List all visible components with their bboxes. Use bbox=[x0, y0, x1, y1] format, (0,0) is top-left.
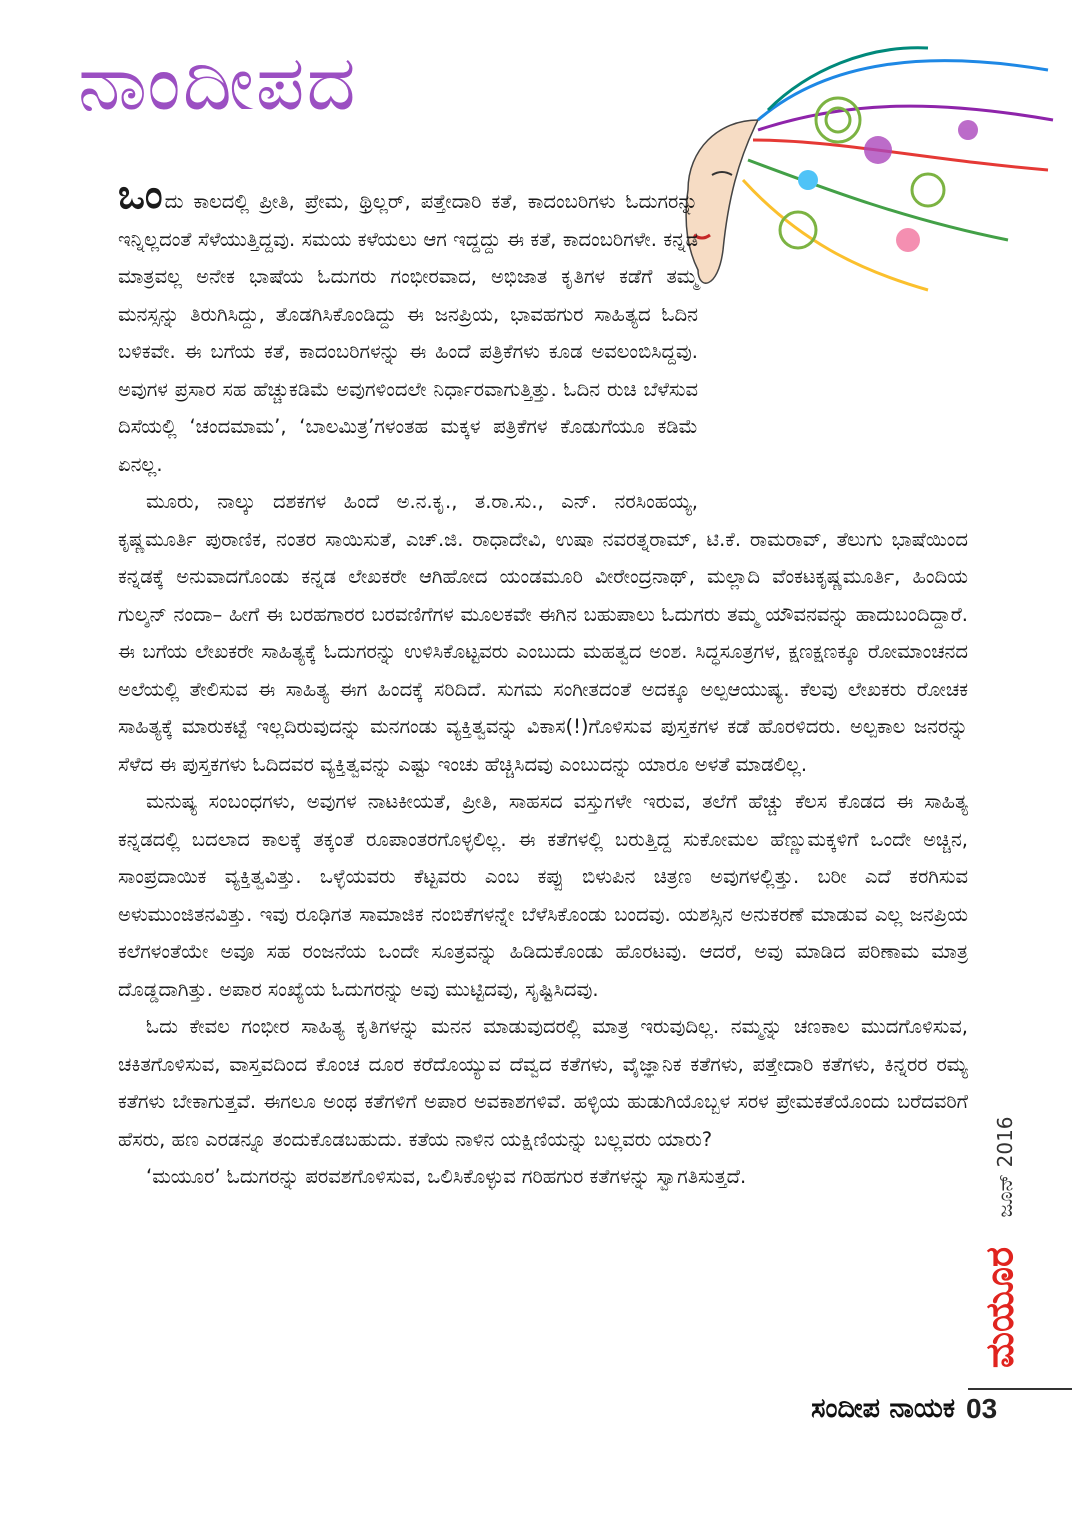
page-title: ನಾಂದೀಪದ bbox=[78, 38, 358, 127]
footer-rule bbox=[968, 1388, 1072, 1390]
article-paragraph-1 bbox=[118, 172, 968, 483]
page-number: 03 bbox=[966, 1393, 998, 1424]
drop-cap: ಒಂ bbox=[118, 172, 163, 218]
article-paragraph-2: ಮೂರು, ನಾಲ್ಕು ದಶಕಗಳ ಹಿಂದೆ ಅ.ನ.ಕೃ., ತ.ರಾ.ಸು., ಎನ್. ನರಸಿಂಹಯ್ಯ, ಕೃಷ್ಣಮೂರ್ತಿ ಪುರಾಣಿಕ, ನಂತರ ಸಾಯಿಸುತೆ, ಎಚ್.ಜಿ. ರಾಧಾದೇವಿ, ಉಷಾ ನವರತ್ನರಾಮ್, ಟಿ.ಕೆ. ರಾಮರಾವ್, ತೆಲುಗು ಭಾಷೆಯಿಂದ ಕನ್ನಡಕ್ಕೆ ಅನುವಾದಗೊಂಡು ಕನ್ನಡ ಲೇಖಕರೇ ಆಗಿಹೋದ ಯಂಡಮೂರಿ ವೀರೇಂದ್ರನಾಥ್, ಮಲ್ಲಾದಿ ವೆಂಕಟಕೃಷ್ಣಮೂರ್ತಿ, ಹಿಂದಿಯ ಗುಲ್ಶನ್ ನಂದಾ– ಹೀಗೆ ಈ ಬರಹಗಾರರ ಬರವಣಿಗೆಗಳ ಮೂಲಕವೇ ಈಗಿನ ಬಹುಪಾಲು ಓದುಗರು ತಮ್ಮ ಯೌವನವನ್ನು ಹಾದುಬಂದಿದ್ದಾರೆ. ಈ ಬಗೆಯ ಲೇಖಕರೇ ಸಾಹಿತ್ಯಕ್ಕೆ ಓದುಗರನ್ನು ಉಳಿಸಿಕೊಟ್ಟವರು ಎಂಬುದು ಮಹತ್ವದ ಅಂಶ. ಸಿದ್ಧಸೂತ್ರಗಳ, ಕ್ಷಣಕ್ಷಣಕ್ಕೂ ರೋಮಾಂಚನದ ಅಲೆಯಲ್ಲಿ ತೇಲಿಸುವ ಈ ಸಾಹಿತ್ಯ ಈಗ ಹಿಂದಕ್ಕೆ ಸರಿದಿದೆ. ಸುಗಮ ಸಂಗೀತದಂತೆ ಅದಕ್ಕೂ ಅಲ್ಪಆಯುಷ್ಯ. ಕೆಲವು ಲೇಖಕರು ರೋಚಕ ಸಾಹಿತ್ಯಕ್ಕೆ ಮಾರುಕಟ್ಟೆ ಇಲ್ಲದಿರುವುದನ್ನು ಮನಗಂಡು ವ್ಯಕ್ತಿತ್ವವನ್ನು ವಿಕಾಸ(!)ಗೊಳಿಸುವ ಪುಸ್ತಕಗಳ ಕಡೆ ಹೊರಳಿದರು. ಅಲ್ಪಕಾಲ ಜನರನ್ನು ಸೆಳೆದ ಈ ಪುಸ್ತಕಗಳು ಓದಿದವರ ವ್ಯಕ್ತಿತ್ವವನ್ನು ಎಷ್ಟು ಇಂಚು ಹೆಚ್ಚಿಸಿದವು ಎಂಬುದನ್ನು ಯಾರೂ ಅಳತೆ ಮಾಡಲಿಲ್ಲ. bbox=[118, 490, 968, 776]
article-body bbox=[118, 172, 968, 1196]
magazine-name: ಮಯೂರ bbox=[977, 1246, 1022, 1369]
paragraph-text: ದು ಕಾಲದಲ್ಲಿ ಪ್ರೀತಿ, ಪ್ರೇಮ, ಥ್ರಿಲ್ಲರ್, ಪತ್ತೇದಾರಿ ಕತೆ, ಕಾದಂಬರಿಗಳು ಓದುಗರನ್ನು ಇನ್ನಿಲ್ಲದಂತೆ ಸೆಳೆಯುತ್ತಿದ್ದವು. ಸಮಯ ಕಳೆಯಲು ಆಗ ಇದ್ದದ್ದು ಈ ಕತೆ, ಕಾದಂಬರಿಗಳೇ. ಕನ್ನಡ ಮಾತ್ರವಲ್ಲ ಅನೇಕ ಭಾಷೆಯ ಓದುಗರು ಗಂಭೀರವಾದ, ಅಭಿಜಾತ ಕೃತಿಗಳ ಕಡೆಗೆ ತಮ್ಮ ಮನಸ್ಸನ್ನು ತಿರುಗಿಸಿದ್ದು, ತೊಡಗಿಸಿಕೊಂಡಿದ್ದು ಈ ಜನಪ್ರಿಯ, ಭಾವಹಗುರ ಸಾಹಿತ್ಯದ ಓದಿನ ಬಳಿಕವೇ. ಈ ಬಗೆಯ ಕತೆ, ಕಾದಂಬರಿಗಳನ್ನು ಈ ಹಿಂದೆ ಪತ್ರಿಕೆಗಳು ಕೂಡ ಅವಲಂಬಿಸಿದ್ದವು. ಅವುಗಳ ಪ್ರಸಾರ ಸಹ ಹೆಚ್ಚುಕಡಿಮೆ ಅವುಗಳಿಂದಲೇ ನಿರ್ಧಾರವಾಗುತ್ತಿತ್ತು. ಓದಿನ ರುಚಿ ಬೆಳೆಸುವ ದಿಸೆಯಲ್ಲಿ ‘ಚಂದಮಾಮ’, ‘ಬಾಲಮಿತ್ರ’ಗಳಂತಹ ಮಕ್ಕಳ ಪತ್ರಿಕೆಗಳ ಕೊಡುಗೆಯೂ ಕಡಿಮೆ ಏನಲ್ಲ. bbox=[118, 190, 698, 476]
article-paragraph-5: ‘ಮಯೂರ’ ಓದುಗರನ್ನು ಪರವಶಗೊಳಿಸುವ, ಒಲಿಸಿಕೊಳ್ಳುವ ಗರಿಹಗುರ ಕತೆಗಳನ್ನು ಸ್ವಾಗತಿಸುತ್ತದೆ. bbox=[146, 1165, 747, 1188]
author-name: ಸಂದೀಪ ನಾಯಕ bbox=[811, 1393, 955, 1424]
issue-date bbox=[985, 1115, 1017, 1235]
magazine-logo bbox=[975, 1245, 1025, 1375]
issue-date-label: ಜೂನ್ 2016 bbox=[993, 1116, 1017, 1218]
article-paragraph-4: ಓದು ಕೇವಲ ಗಂಭೀರ ಸಾಹಿತ್ಯ ಕೃತಿಗಳನ್ನು ಮನನ ಮಾಡುವುದರಲ್ಲಿ ಮಾತ್ರ ಇರುವುದಿಲ್ಲ. ನಮ್ಮನ್ನು ಚಣಕಾಲ ಮುದಗೊಳಿಸುವ, ಚಕಿತಗೊಳಿಸುವ, ವಾಸ್ತವದಿಂದ ಕೊಂಚ ದೂರ ಕರೆದೊಯ್ಯುವ ದೆವ್ವದ ಕತೆಗಳು, ವೈಜ್ಞಾನಿಕ ಕತೆಗಳು, ಪತ್ತೇದಾರಿ ಕತೆಗಳು, ಕಿನ್ನರರ ರಮ್ಯ ಕತೆಗಳು ಬೇಕಾಗುತ್ತವೆ. ಈಗಲೂ ಅಂಥ ಕತೆಗಳಿಗೆ ಅಪಾರ ಅವಕಾಶಗಳಿವೆ. ಹಳ್ಳಿಯ ಹುಡುಗಿಯೊಬ್ಬಳ ಸರಳ ಪ್ರೇಮಕತೆಯೊಂದು ಬರೆದವರಿಗೆ ಹೆಸರು, ಹಣ ಎರಡನ್ನೂ ತಂದುಕೊಡಬಹುದು. ಕತೆಯ ನಾಳಿನ ಯಕ್ಷಿಣಿಯನ್ನು ಬಲ್ಲವರು ಯಾರು? bbox=[118, 1015, 968, 1151]
illustration-wrap-space bbox=[698, 180, 968, 510]
article-paragraph-3: ಮನುಷ್ಯ ಸಂಬಂಧಗಳು, ಅವುಗಳ ನಾಟಕೀಯತೆ, ಪ್ರೀತಿ, ಸಾಹಸದ ವಸ್ತುಗಳೇ ಇರುವ, ತಲೆಗೆ ಹೆಚ್ಚು ಕೆಲಸ ಕೊಡದ ಈ ಸಾಹಿತ್ಯ ಕನ್ನಡದಲ್ಲಿ ಬದಲಾದ ಕಾಲಕ್ಕೆ ತಕ್ಕಂತೆ ರೂಪಾಂತರಗೊಳ್ಳಲಿಲ್ಲ. ಈ ಕತೆಗಳಲ್ಲಿ ಬರುತ್ತಿದ್ದ ಸುಕೋಮಲ ಹೆಣ್ಣುಮಕ್ಕಳಿಗೆ ಒಂದೇ ಅಚ್ಚಿನ, ಸಾಂಪ್ರದಾಯಿಕ ವ್ಯಕ್ತಿತ್ವವಿತ್ತು. ಒಳ್ಳೆಯವರು ಕೆಟ್ಟವರು ಎಂಬ ಕಪ್ಪು ಬಿಳುಪಿನ ಚಿತ್ರಣ ಅವುಗಳಲ್ಲಿತ್ತು. ಬರೀ ಎದೆ ಕರಗಿಸುವ ಅಳುಮುಂಜಿತನವಿತ್ತು. ಇವು ರೂಢಿಗತ ಸಾಮಾಜಿಕ ನಂಬಿಕೆಗಳನ್ನೇ ಬೆಳೆಸಿಕೊಂಡು ಬಂದವು. ಯಶಸ್ಸಿನ ಅನುಕರಣೆ ಮಾಡುವ ಎಲ್ಲ ಜನಪ್ರಿಯ ಕಲೆಗಳಂತೆಯೇ ಅವೂ ಸಹ ರಂಜನೆಯ ಒಂದೇ ಸೂತ್ರವನ್ನು ಹಿಡಿದುಕೊಂಡು ಹೊರಟವು. ಆದರೆ, ಅವು ಮಾಡಿದ ಪರಿಣಾಮ ಮಾತ್ರ ದೊಡ್ಡದಾಗಿತ್ತು. ಅಪಾರ ಸಂಖ್ಯೆಯ ಓದುಗರನ್ನು ಅವು ಮುಟ್ಟಿದವು, ಸೃಷ್ಟಿಸಿದವು. bbox=[118, 790, 968, 1001]
